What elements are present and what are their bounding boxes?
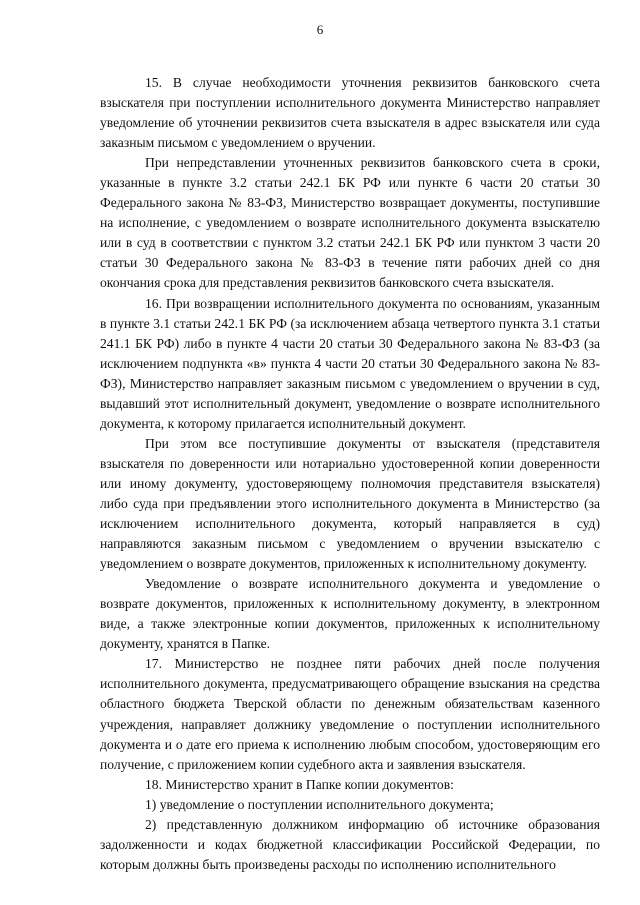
paragraph-18-item-2: 2) представленную должником информацию об источнике образования задолженности и кодах бюджетной классификации Российской Федерации, по которым должны быть произведены расходы по исполнению исполнительного — [100, 816, 600, 872]
paragraph-16: 16. При возвращении исполнительного документа по основаниям, указанным в пункте 3.1 статьи 242.1 БК РФ (за исключением абзаца четвертого пункта 3.1 статьи 241.1 БК РФ) либо в пункте 4 части 20 статьи 30 Федерального закона № 83-ФЗ (за исключением подпункта «в» пункта 4 части 20 статьи 30 Федерального закона № 83-ФЗ), Министерство направляет заказным письмом с уведомлением о вручении в суд, выдавший этот исполнительный документ, уведомление о возврате исполнительного документа, к которому прилагается исполнительный документ. — [100, 295, 600, 431]
paragraph-16-continued: При этом все поступившие документы от взыскателя (представителя взыскателя по доверенности или нотариально удостоверенной копии доверенности или иному документу, удостоверяющему полномочия представителя взыскателя) либо суда при предъявлении этого исполнительного документа в Министерство (за исключением исполнительного документа, который направляется в суд) направляются заказным письмом с уведомлением о вручении взыскателю с уведомлением о возврате документов, приложенных к исполнительному документу. — [100, 435, 600, 572]
page-number: 6 — [316, 22, 324, 37]
document-body — [100, 73, 600, 875]
paragraph-18: 18. Министерство хранит в Папке копии документов: — [145, 776, 454, 792]
paragraph-16-notification: Уведомление о возврате исполнительного документа и уведомление о возврате документов, приложенных к исполнительному документу, в электронном виде, а также электронные копии документов, приложенных к исполнительному документу, хранятся в Папке. — [100, 576, 600, 652]
paragraph-15-continued: При непредставлении уточненных реквизитов банковского счета в сроки, указанные в пункте 3.2 статьи 242.1 БК РФ или пункте 6 части 20 статьи 30 Федерального закона № 83-ФЗ, Министерство возвращает документы, поступившие на исполнение, с уведомлением о возврате исполнительного документа взыскателю или в суд в соответствии с пунктом 3.2 статьи 242.1 БК РФ или пунктом 3 части 20 статьи 30 Федерального закона № 83-ФЗ в течение пяти рабочих дней со дня окончания срока для представления реквизитов банковского счета взыскателя. — [100, 155, 600, 291]
paragraph-15: 15. В случае необходимости уточнения реквизитов банковского счета взыскателя при поступлении исполнительного документа Министерство направляет уведомление об уточнении реквизитов счета взыскателя в адрес взыскателя или суда заказным письмом с уведомлением о вручении. — [100, 75, 600, 151]
paragraph-18-item-1: 1) уведомление о поступлении исполнительного документа; — [145, 796, 494, 812]
paragraph-17: 17. Министерство не позднее пяти рабочих дней после получения исполнительного документа, предусматривающего обращение взыскания на средства областного бюджета Тверской области по денежным обязательствам казенного учреждения, направляет должнику уведомление о поступлении исполнительного документа и о дате его приема к исполнению любым способом, удостоверяющим его получение, с приложением копии судебного акта и заявления взыскателя. — [100, 656, 600, 772]
